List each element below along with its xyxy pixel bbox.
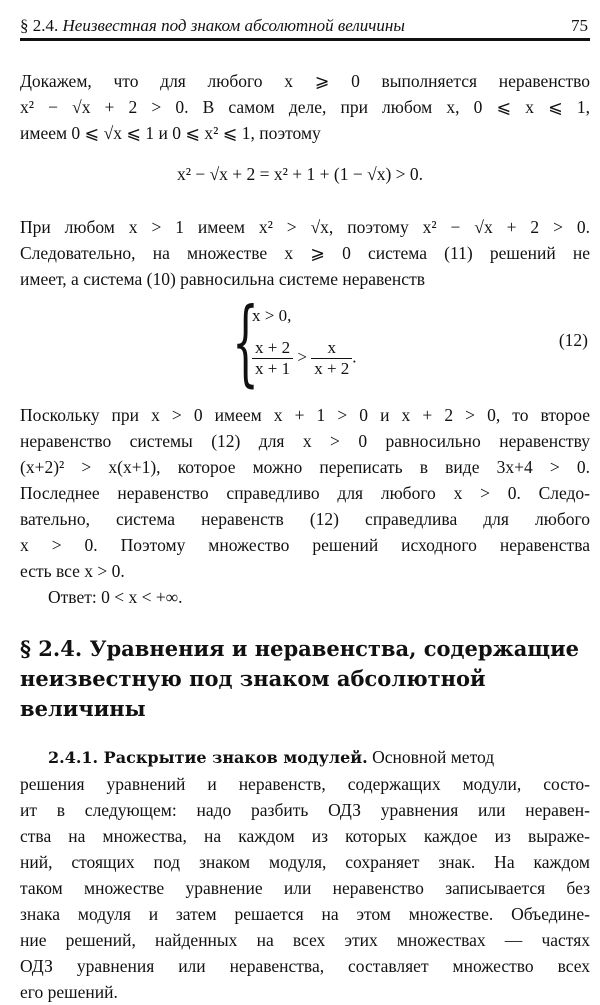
subsection-first-line <box>20 744 590 771</box>
section-heading <box>20 634 590 724</box>
text-line: имеет, а система (10) равносильна системе неравенств <box>20 269 425 289</box>
text-line: x² − √x + 2 > 0. В самом деле, при любом x, 0 ⩽ x ⩽ 1, <box>20 97 590 117</box>
section-heading-number: § 2.4. <box>20 636 83 661</box>
fraction-denominator: x + 1 <box>255 359 291 378</box>
text-line: ОДЗ уравнения или неравенства, составляет множество всех <box>20 956 590 976</box>
text-line: Следовательно, на множестве x ⩾ 0 система (11) решений не <box>20 243 590 263</box>
text-line: решения уравнений и неравенств, содержащих модули, состо- <box>20 774 590 794</box>
paragraph-case-x-gt-1 <box>20 214 590 292</box>
fraction-left <box>252 338 293 379</box>
paragraph-proof-intro <box>20 68 590 146</box>
system-line-1: x > 0, <box>252 306 292 325</box>
text-line: вательно, система неравенств (12) справедлива для любого <box>20 509 590 529</box>
inequality-system-12 <box>232 288 412 397</box>
system-line-2 <box>252 338 357 379</box>
text-line: Последнее неравенство справедливо для любого x > 0. Следо- <box>20 483 590 503</box>
left-brace: { <box>232 288 259 397</box>
text-line: (x+2)² > x(x+1), которое можно переписать в виде 3x+4 > 0. <box>20 457 590 477</box>
section-heading-line: величины <box>20 696 146 721</box>
page-number: 75 <box>571 16 588 35</box>
text-line: неравенство системы (12) для x > 0 равносильно неравенству <box>20 431 590 451</box>
subsection-title: 2.4.1. Раскрытие знаков модулей. <box>48 748 368 767</box>
fraction-right <box>311 338 352 379</box>
text-line: таком множестве уравнение или неравенство записывается без <box>20 878 590 898</box>
display-equation-1: x² − √x + 2 = x² + 1 + (1 − √x) > 0. <box>176 164 424 184</box>
text-line: имеем 0 ⩽ √x ⩽ 1 и 0 ⩽ x² ⩽ 1, поэтому <box>20 123 321 143</box>
text-line: ние решений, найденных на всех этих множествах — частях <box>20 930 590 950</box>
relation-sign: > <box>297 347 307 367</box>
text-line: знака модуля и затем решается на этом множестве. Объедине- <box>20 904 590 924</box>
equation-label-12: (12) <box>558 330 588 350</box>
text-line: его решений. <box>20 982 118 1002</box>
text-line: ний, стоящих под знаком модуля, сохраняет знак. На каждом <box>20 852 590 872</box>
fraction-denominator: x + 2 <box>314 359 350 378</box>
text-line: При любом x > 1 имеем x² > √x, поэтому x² − √x + 2 > 0. <box>20 217 590 237</box>
text-line: есть все x > 0. <box>20 561 125 581</box>
answer-line: Ответ: 0 < x < +∞. <box>48 587 183 607</box>
system-period: . <box>352 347 357 367</box>
section-heading-line: неизвестную под знаком абсолютной <box>20 666 486 691</box>
text-line: ства на множества, на каждом из которых каждое из выраже- <box>20 826 590 846</box>
text-line: ит в следующем: надо разбить ОДЗ уравнения или нерaвен- <box>20 800 590 820</box>
running-header <box>20 16 590 41</box>
section-heading-line: Уравнения и неравенства, содержащие <box>89 636 580 661</box>
text-line: Поскольку при x > 0 имеем x + 1 > 0 и x + 2 > 0, то второе <box>20 405 590 425</box>
header-title: Неизвестная под знаком абсолютной величины <box>62 16 405 35</box>
text-line: Основной метод <box>372 747 495 767</box>
paragraph-reduction <box>20 402 590 610</box>
fraction-numerator: x + 2 <box>252 338 293 359</box>
text-line: Докажем, что для любого x ⩾ 0 выполняется неравенство <box>20 71 590 91</box>
header-section-number: § 2.4. <box>20 16 59 35</box>
subsection-paragraph <box>20 744 590 1005</box>
fraction-numerator: x <box>311 338 352 359</box>
text-line: x > 0. Поэтому множество решений исходного неравенства <box>20 535 590 555</box>
